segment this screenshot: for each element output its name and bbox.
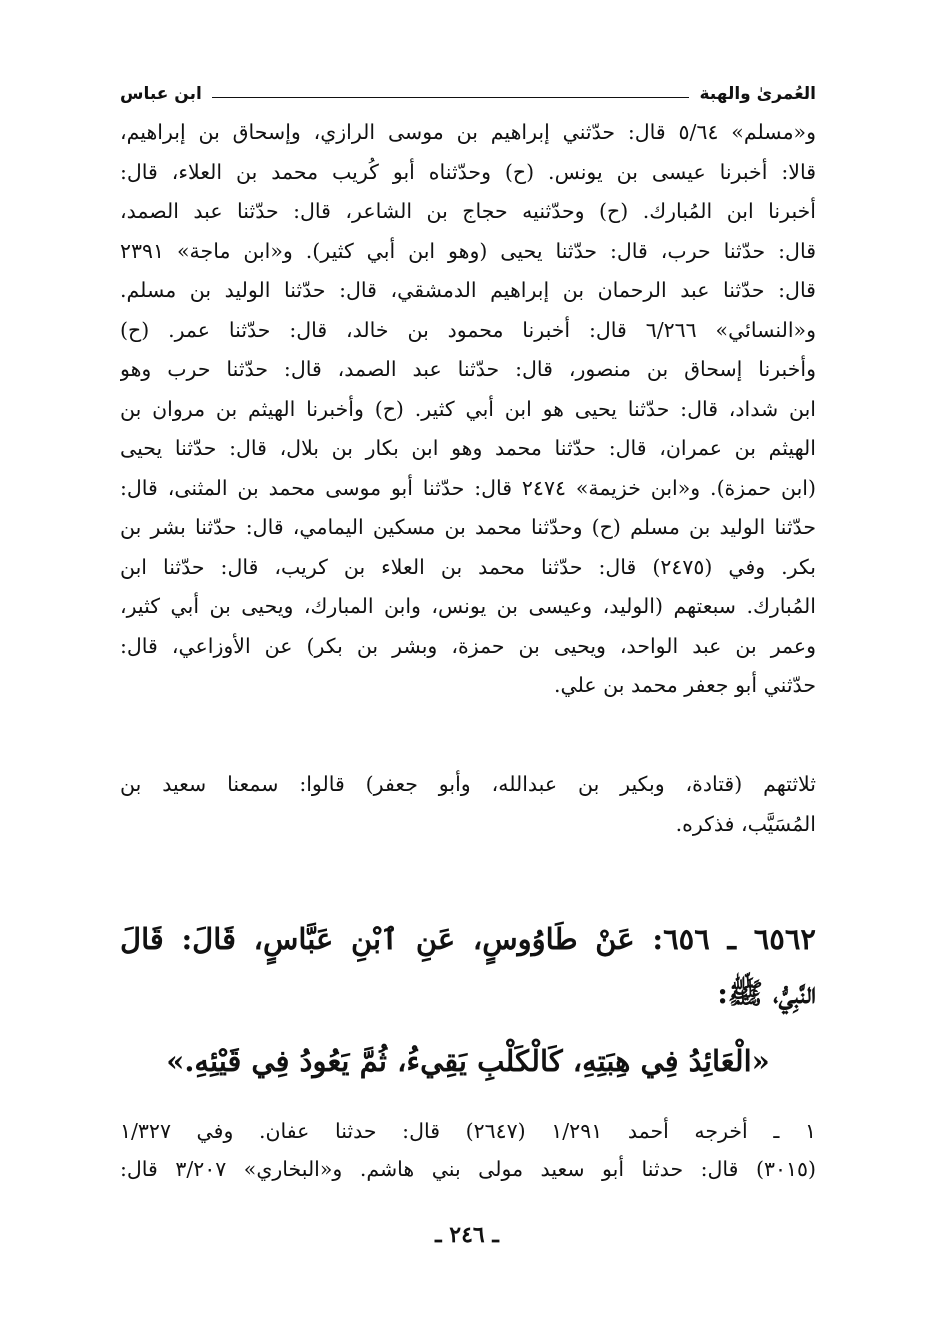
text-line: بكر. وفي (٢٤٧٥) قال: حدّثنا محمد بن العلاء بن كريب، قال: حدّثنا ابن — [120, 554, 816, 579]
running-header — [120, 68, 816, 104]
header-section-title: ابن عباس — [120, 84, 202, 104]
summary-paragraph — [120, 765, 816, 844]
text-line: قال: حدّثنا عبد الرحمان بن إبراهيم الدمشقي، قال: حدّثنا الوليد بن مسلم. — [120, 278, 816, 302]
hadith-heading-line: النَّبِيُّ، ﷺ: — [717, 976, 816, 1010]
text-line: و«النسائي» ٦/٢٦٦ قال: أخبرنا محمود بن خالد، قال: حدّثنا عمر. (ح) — [120, 317, 816, 342]
text-line: حدّثنا الوليد بن مسلم (ح) وحدّثنا محمد بن مسكين اليمامي، قال: حدّثنا بشر بن — [120, 515, 816, 539]
text-line: حدّثني أبو جعفر محمد بن علي. — [554, 673, 816, 697]
header-chapter-title: العُمرىٰ والهبة — [699, 84, 816, 104]
text-line: (ابن حمزة). و«ابن خزيمة» ٢٤٧٤ قال: حدّثنا أبو موسى محمد بن المثنى، قال: — [120, 475, 816, 500]
hadith-heading-line: ٦٥٦٢ ـ ٦٥٦: عَنْ طَاوُوسٍ، عَنِ ٱبْنِ عَبَّاسٍ، قَالَ: قَالَ — [120, 922, 816, 956]
page-number: ـ ٢٤٦ ـ — [435, 1222, 499, 1248]
text-line: قال: حدّثنا حرب، قال: حدّثنا يحيى (وهو ابن أبي كثير). و«ابن ماجة» ٢٣٩١ — [120, 238, 816, 263]
text-line: و«مسلم» ٥/٦٤ قال: حدّثني إبراهيم بن موسى الرازي، وإسحاق بن إبراهيم، — [120, 120, 816, 144]
footnote-line: ١ ـ أخرجه أحمد ١/٢٩١ (٢٦٤٧) قال: حدثنا عفان. وفي ١/٣٢٧ — [120, 1119, 816, 1143]
text-line: وعمر بن عبد الواحد، ويحيى بن حمزة، وبشر بن بكر) عن الأوزاعي، قال: — [120, 633, 816, 658]
text-line: ابن شداد، قال: حدّثنا يحيى هو ابن أبي كثير. (ح) وأخبرنا الهيثم بن مروان بن — [120, 396, 816, 421]
footnote — [120, 1112, 816, 1188]
text-line: ثلاثتهم (قتادة، وبكير بن عبدالله، وأبو جعفر) قالوا: سمعنا سعيد بن — [120, 772, 816, 796]
takhrij-paragraph — [120, 113, 816, 706]
text-line: قالا: أخبرنا عيسى بن يونس. (ح) وحدّثناه أبو كُريب محمد بن العلاء، قال: — [120, 159, 816, 184]
text-line: المُبارك. سبعتهم (الوليد، وعيسى بن يونس، وابن المبارك، ويحيى بن أبي كثير، — [120, 594, 816, 618]
header-rule — [212, 97, 690, 98]
hadith-text: «الْعَائِدُ فِي هِبَتِهِ، كَالْكَلْبِ يَقِيءُ، ثُمَّ يَعُودُ فِي قَيْئِهِ.» — [166, 1044, 770, 1078]
text-line: المُسَيَّب، فذكره. — [675, 811, 816, 836]
text-line: وأخبرنا إسحاق بن منصور، قال: حدّثنا عبد الصمد، قال: حدّثنا حرب وهو — [120, 357, 816, 381]
hadith-heading — [120, 912, 816, 1020]
text-line: أخبرنا ابن المُبارك. (ح) وحدّثنيه حجاج بن الشاعر، قال: حدّثنا عبد الصمد، — [120, 199, 816, 223]
text-line: الهيثم بن عمران، قال: حدّثنا محمد وهو ابن بكار بن بلال، قال: حدّثنا يحيى — [120, 436, 816, 460]
footnote-line: (٣٠١٥) قال: حدثنا أبو سعيد مولى بني هاشم. و«البخاري» ٣/٢٠٧ قال: — [120, 1157, 816, 1181]
